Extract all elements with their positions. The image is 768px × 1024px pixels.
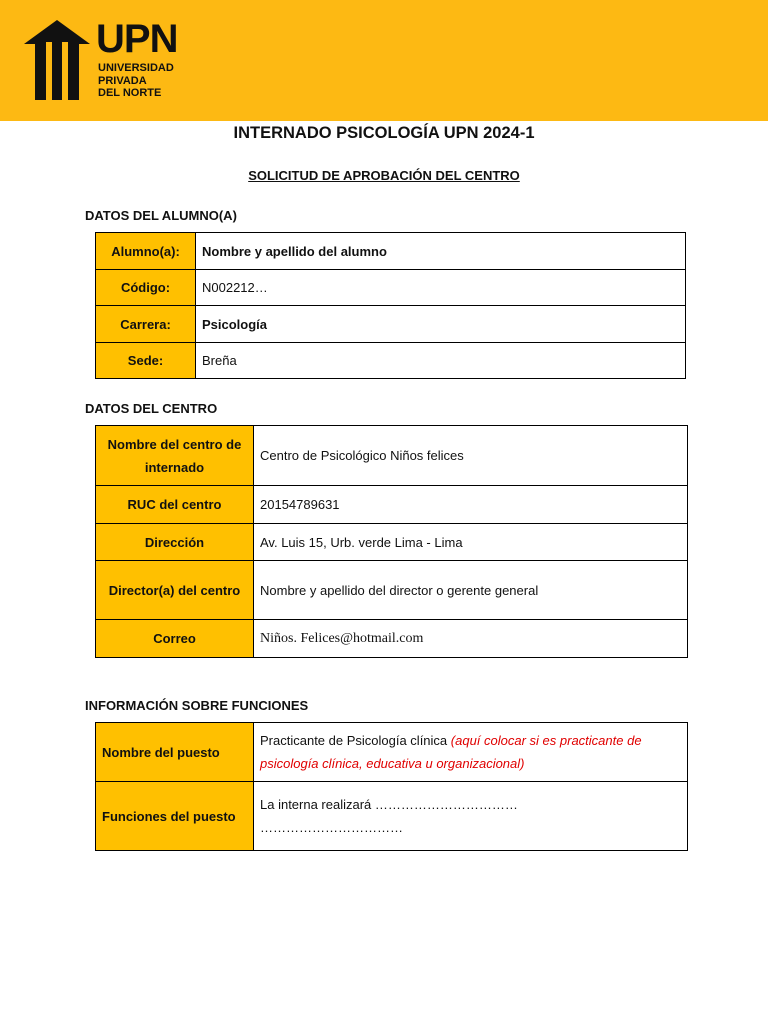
direccion-value[interactable]: Av. Luis 15, Urb. verde Lima - Lima bbox=[254, 524, 688, 561]
codigo-value[interactable]: N002212… bbox=[196, 270, 686, 306]
table-row bbox=[96, 723, 688, 782]
brand-subtitle bbox=[98, 62, 174, 100]
funciones-table bbox=[95, 722, 688, 851]
table-row bbox=[96, 343, 686, 379]
ruc-label: RUC del centro bbox=[96, 486, 254, 524]
codigo-label: Código: bbox=[96, 270, 196, 306]
carrera-value[interactable]: Psicología bbox=[196, 306, 686, 343]
table-row bbox=[96, 561, 688, 620]
correo-label: Correo bbox=[96, 620, 254, 658]
section-heading-centro: DATOS DEL CENTRO bbox=[85, 401, 218, 416]
upn-arrow-logo-icon bbox=[24, 20, 90, 100]
centro-table bbox=[95, 425, 688, 658]
brand-name: UPN bbox=[96, 17, 178, 61]
funciones-label: Funciones del puesto bbox=[96, 782, 254, 851]
document-subtitle: SOLICITUD DE APROBACIÓN DEL CENTRO bbox=[248, 168, 520, 183]
director-label: Director(a) del centro bbox=[96, 561, 254, 620]
funciones-line: …………………………… bbox=[260, 820, 403, 835]
section-heading-funciones: INFORMACIÓN SOBRE FUNCIONES bbox=[85, 698, 309, 713]
puesto-value: Practicante de Psicología clínica bbox=[260, 733, 448, 748]
nombre-centro-label: Nombre del centro de internado bbox=[96, 426, 254, 486]
sede-value[interactable]: Breña bbox=[196, 343, 686, 379]
document-title: INTERNADO PSICOLOGÍA UPN 2024-1 bbox=[233, 124, 535, 142]
table-row bbox=[96, 306, 686, 343]
nombre-centro-value[interactable]: Centro de Psicológico Niños felices bbox=[254, 426, 688, 486]
funciones-line: La interna realizará …………………………… bbox=[260, 797, 518, 812]
direccion-label: Dirección bbox=[96, 524, 254, 561]
funciones-value-cell[interactable] bbox=[254, 782, 688, 851]
header-banner bbox=[0, 0, 768, 121]
puesto-note: (aquí colocar si es practicante de psicología clínica, educativa u organizacional) bbox=[260, 733, 642, 771]
sede-label: Sede: bbox=[96, 343, 196, 379]
ruc-value[interactable]: 20154789631 bbox=[254, 486, 688, 524]
table-row bbox=[96, 524, 688, 561]
director-value[interactable]: Nombre y apellido del director o gerente general bbox=[254, 561, 688, 620]
carrera-label: Carrera: bbox=[96, 306, 196, 343]
correo-value[interactable]: Niños. Felices@hotmail.com bbox=[254, 620, 688, 658]
puesto-value-cell[interactable] bbox=[254, 723, 688, 782]
table-row bbox=[96, 270, 686, 306]
table-row bbox=[96, 620, 688, 658]
puesto-label: Nombre del puesto bbox=[96, 723, 254, 782]
alumno-label: Alumno(a): bbox=[96, 233, 196, 270]
alumno-value[interactable]: Nombre y apellido del alumno bbox=[196, 233, 686, 270]
table-row bbox=[96, 426, 688, 486]
table-row bbox=[96, 233, 686, 270]
brand-subtitle-line: DEL NORTE bbox=[98, 87, 162, 99]
brand-subtitle-line: UNIVERSIDAD bbox=[98, 62, 174, 74]
table-row bbox=[96, 782, 688, 851]
brand-subtitle-line: PRIVADA bbox=[98, 74, 147, 87]
alumno-table bbox=[95, 232, 686, 379]
section-heading-alumno: DATOS DEL ALUMNO(A) bbox=[85, 208, 237, 223]
table-row bbox=[96, 486, 688, 524]
